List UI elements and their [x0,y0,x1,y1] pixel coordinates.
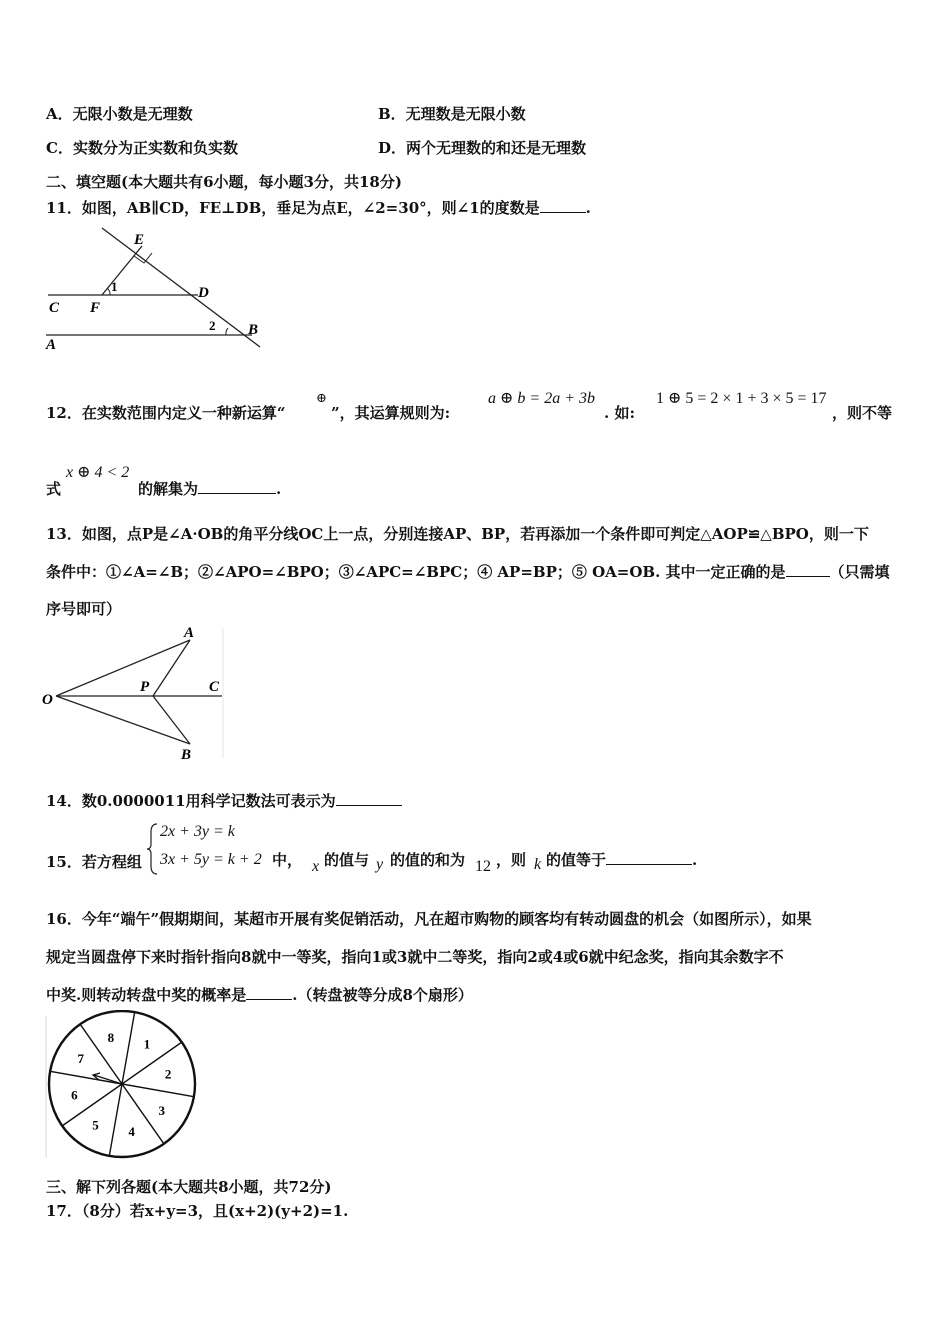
q15-suffix-row [546,849,697,870]
q12-middle: ”，其运算规则为: [331,404,451,422]
spinner-divider [122,1042,182,1084]
q15-zhong: 中， [272,851,303,869]
q12-example-prefix: . 如: [604,404,635,422]
spinner-sector-label: 6 [71,1087,78,1103]
q15-sum: 12 [475,858,491,875]
q16-line2: 规定当圆盘停下来时指针指向8就中一等奖，指向1或3就中二等奖，指向2或4或6就中纪念奖，指向其余数字不 [46,948,784,966]
q11-label-e: E [134,232,145,248]
q11-label-1: 1 [111,279,118,294]
spinner-sector-label: 2 [164,1066,172,1082]
q11-end: . [585,199,591,217]
q16-line3-suffix: .（转盘被等分成8个扇形） [292,986,473,1004]
q13-answer-blank [786,562,830,577]
section3-heading: 三、解下列各题(本大题共8小题，共72分) [46,1178,332,1196]
q12-op-symbol: ⊕ [316,390,327,405]
q15-suffix: 的值等于 [546,851,607,869]
spinner-sector-label: 3 [158,1102,165,1118]
q12-end: . [276,480,282,498]
q15-var-y: y [376,856,384,873]
spinner-divider [109,1084,122,1156]
q13-label-a: A [184,626,195,641]
spinner-sector-label: 4 [128,1123,135,1139]
q15-prefix: 15．若方程组 [46,853,142,871]
option-b: B．无理数是无限小数 [378,105,526,123]
q12-tail: ，则不等 [832,404,893,422]
q12-answer-blank [198,479,276,494]
q14-answer-blank [336,791,402,806]
q13-label-o: O [42,692,53,708]
spinner-sector-label: 7 [77,1051,85,1067]
spinner-sector-label: 1 [143,1036,151,1052]
q15-eq1: 2x + 3y = k [160,823,235,840]
q13-line-ob [56,696,190,744]
q13-line2-prefix: 条件中：①∠A=∠B；②∠APO=∠BPO；③∠APC=∠BPC；④ AP=BP；⑤ OA=OB. 其中一定正确的是 [46,563,786,581]
q11-label-b: B [248,322,259,338]
q16-line3 [46,984,473,1005]
q11-label-d: D [198,285,209,301]
q13-line-oa [56,640,190,696]
q13-line2-suffix: （只需填 [829,563,890,581]
q16-line1: 16．今年“端午”假期期间，某超市开展有奖促销活动，凡在超市购物的顾客均有转动圆盘的机会（如图所示），如果 [46,910,812,928]
spinner-divider [122,1012,135,1084]
q13-line2 [46,561,890,582]
q14-text-row [46,790,402,811]
q12-line2 [138,478,281,499]
spinner-divider [77,1024,122,1084]
q11-figure [40,225,270,355]
q13-figure [40,626,230,762]
q12-rule: a ⊕ b = 2a + 3b [488,390,595,407]
q13-label-c: C [209,679,220,695]
q12-prefix: 12．在实数范围内定义一种新运算“ [46,404,286,422]
q11-line-db [102,228,260,347]
option-d: D．两个无理数的和还是无理数 [378,139,587,157]
q15-brace [147,822,159,876]
q15-mid2: 的值的和为 [390,851,466,869]
q16-answer-blank [246,985,292,1000]
q15-var-k: k [534,856,542,873]
q13-label-b: B [181,747,192,762]
q16-line3-prefix: 中奖.则转动转盘中奖的概率是 [46,986,247,1004]
q11-label-a: A [46,337,57,353]
option-c: C．实数分为正实数和负实数 [46,139,238,157]
q17-text: 17．（8分）若x+y=3，且(x+2)(y+2)=1. [46,1202,349,1220]
q13-line1: 13．如图，点P是∠A·OB的角平分线OC上一点，分别连接AP、BP，若再添加一个条件即可判定△AOP≌△BPO，则一下 [46,525,869,543]
q11-label-c: C [49,300,60,316]
q15-answer-blank [606,850,692,865]
q11-angle1-arc [107,288,110,295]
q12-line2-prefix: 式 [46,480,62,498]
q11-answer-blank [540,198,586,213]
q12-inequality: x ⊕ 4 < 2 [66,464,130,481]
q12-example: 1 ⊕ 5 = 2 × 1 + 3 × 5 = 17 [656,390,827,407]
q15-eq2: 3x + 5y = k + 2 [160,851,262,868]
spinner-divider [50,1071,122,1084]
q16-spinner [42,1010,202,1160]
q11-label-2: 2 [209,318,216,333]
q11-line-fe [102,246,142,295]
q15-mid3: ，则 [496,851,527,869]
option-a: A．无限小数是无理数 [46,105,193,123]
q15-var-x: x [312,858,320,875]
spinner-sector-label: 8 [107,1030,115,1046]
q15-mid1: 的值与 [324,851,370,869]
q11-angle2-arc [226,328,228,335]
q14-text: 14．数0.0000011用科学记数法可表示为 [46,792,336,810]
section2-heading: 二、填空题(本大题共有6小题，每小题3分，共18分) [46,173,402,191]
q15-end: . [692,851,698,869]
q11-text [46,197,591,218]
spinner-sector-label: 5 [92,1117,99,1133]
q11-question: 11．如图，AB∥CD，FE⊥DB，垂足为点E，∠2=30°，则∠1的度数是 [46,199,540,217]
q13-line3: 序号即可） [46,600,122,618]
spinner-divider [122,1084,194,1097]
q11-label-f: F [90,300,101,316]
q13-label-p: P [140,679,150,695]
q12-line2-suffix: 的解集为 [138,480,199,498]
